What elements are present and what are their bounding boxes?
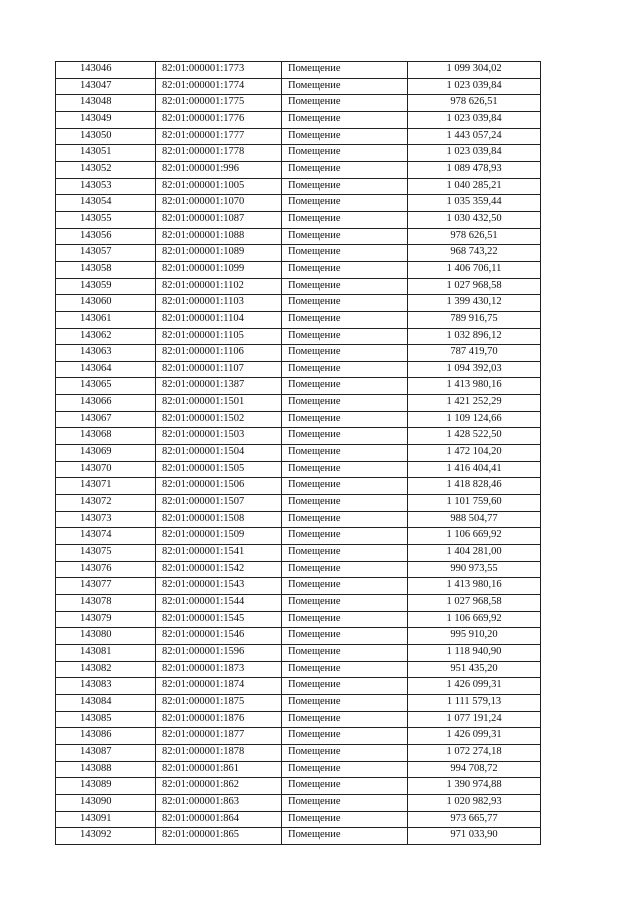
cadastral-number-cell: 82:01:000001:1087 (156, 211, 282, 228)
table-row (56, 578, 541, 595)
cadastral-value-cell: 995 910,20 (408, 628, 541, 645)
table-row (56, 195, 541, 212)
cadastral-value-cell: 1 106 669,92 (408, 611, 541, 628)
cadastral-number-cell: 82:01:000001:1777 (156, 128, 282, 145)
row-number-cell: 143061 (56, 311, 156, 328)
property-table (55, 61, 541, 845)
cadastral-value-cell: 1 404 281,00 (408, 545, 541, 562)
object-type-cell: Помещение (282, 661, 408, 678)
object-type-cell: Помещение (282, 628, 408, 645)
table-row (56, 761, 541, 778)
cadastral-value-cell: 1 077 191,24 (408, 711, 541, 728)
table-row (56, 595, 541, 612)
cadastral-number-cell: 82:01:000001:1107 (156, 361, 282, 378)
cadastral-number-cell: 82:01:000001:1544 (156, 595, 282, 612)
row-number-cell: 143060 (56, 295, 156, 312)
row-number-cell: 143062 (56, 328, 156, 345)
object-type-cell: Помещение (282, 828, 408, 845)
cadastral-number-cell: 82:01:000001:1505 (156, 461, 282, 478)
table-row (56, 545, 541, 562)
cadastral-number-cell: 82:01:000001:996 (156, 161, 282, 178)
object-type-cell: Помещение (282, 161, 408, 178)
object-type-cell: Помещение (282, 395, 408, 412)
row-number-cell: 143074 (56, 528, 156, 545)
table-row (56, 95, 541, 112)
cadastral-number-cell: 82:01:000001:1773 (156, 62, 282, 79)
row-number-cell: 143050 (56, 128, 156, 145)
cadastral-number-cell: 82:01:000001:1503 (156, 428, 282, 445)
object-type-cell: Помещение (282, 644, 408, 661)
object-type-cell: Помещение (282, 95, 408, 112)
object-type-cell: Помещение (282, 328, 408, 345)
row-number-cell: 143076 (56, 561, 156, 578)
cadastral-number-cell: 82:01:000001:1541 (156, 545, 282, 562)
row-number-cell: 143049 (56, 111, 156, 128)
row-number-cell: 143065 (56, 378, 156, 395)
table-body (56, 62, 541, 845)
cadastral-value-cell: 1 426 099,31 (408, 728, 541, 745)
cadastral-value-cell: 1 099 304,02 (408, 62, 541, 79)
cadastral-value-cell: 1 406 706,11 (408, 261, 541, 278)
object-type-cell: Помещение (282, 761, 408, 778)
row-number-cell: 143088 (56, 761, 156, 778)
cadastral-value-cell: 1 094 392,03 (408, 361, 541, 378)
row-number-cell: 143054 (56, 195, 156, 212)
object-type-cell: Помещение (282, 711, 408, 728)
table-row (56, 694, 541, 711)
table-row (56, 278, 541, 295)
row-number-cell: 143052 (56, 161, 156, 178)
cadastral-number-cell: 82:01:000001:1596 (156, 644, 282, 661)
row-number-cell: 143056 (56, 228, 156, 245)
object-type-cell: Помещение (282, 794, 408, 811)
cadastral-number-cell: 82:01:000001:1778 (156, 145, 282, 162)
object-type-cell: Помещение (282, 561, 408, 578)
row-number-cell: 143092 (56, 828, 156, 845)
table-row (56, 628, 541, 645)
cadastral-value-cell: 1 111 579,13 (408, 694, 541, 711)
object-type-cell: Помещение (282, 345, 408, 362)
cadastral-number-cell: 82:01:000001:1507 (156, 495, 282, 512)
table-row (56, 361, 541, 378)
cadastral-number-cell: 82:01:000001:1088 (156, 228, 282, 245)
row-number-cell: 143055 (56, 211, 156, 228)
object-type-cell: Помещение (282, 445, 408, 462)
cadastral-value-cell: 973 665,77 (408, 811, 541, 828)
cadastral-value-cell: 1 020 982,93 (408, 794, 541, 811)
row-number-cell: 143069 (56, 445, 156, 462)
row-number-cell: 143083 (56, 678, 156, 695)
cadastral-number-cell: 82:01:000001:1508 (156, 511, 282, 528)
object-type-cell: Помещение (282, 78, 408, 95)
object-type-cell: Помещение (282, 511, 408, 528)
object-type-cell: Помещение (282, 211, 408, 228)
table-row (56, 711, 541, 728)
row-number-cell: 143078 (56, 595, 156, 612)
table-row (56, 128, 541, 145)
table-row (56, 461, 541, 478)
cadastral-number-cell: 82:01:000001:1546 (156, 628, 282, 645)
cadastral-value-cell: 1 023 039,84 (408, 111, 541, 128)
row-number-cell: 143079 (56, 611, 156, 628)
object-type-cell: Помещение (282, 245, 408, 262)
table-row (56, 561, 541, 578)
row-number-cell: 143046 (56, 62, 156, 79)
table-row (56, 295, 541, 312)
row-number-cell: 143089 (56, 778, 156, 795)
object-type-cell: Помещение (282, 278, 408, 295)
object-type-cell: Помещение (282, 128, 408, 145)
row-number-cell: 143084 (56, 694, 156, 711)
object-type-cell: Помещение (282, 578, 408, 595)
object-type-cell: Помещение (282, 478, 408, 495)
table-row (56, 328, 541, 345)
table-row (56, 445, 541, 462)
table-row (56, 528, 541, 545)
object-type-cell: Помещение (282, 261, 408, 278)
cadastral-number-cell: 82:01:000001:1501 (156, 395, 282, 412)
table-row (56, 644, 541, 661)
row-number-cell: 143058 (56, 261, 156, 278)
row-number-cell: 143073 (56, 511, 156, 528)
cadastral-number-cell: 82:01:000001:865 (156, 828, 282, 845)
cadastral-number-cell: 82:01:000001:1545 (156, 611, 282, 628)
row-number-cell: 143064 (56, 361, 156, 378)
table-row (56, 411, 541, 428)
cadastral-value-cell: 1 032 896,12 (408, 328, 541, 345)
table-row (56, 345, 541, 362)
cadastral-value-cell: 1 023 039,84 (408, 78, 541, 95)
cadastral-number-cell: 82:01:000001:1106 (156, 345, 282, 362)
cadastral-number-cell: 82:01:000001:1387 (156, 378, 282, 395)
object-type-cell: Помещение (282, 228, 408, 245)
table-row (56, 511, 541, 528)
cadastral-value-cell: 1 027 968,58 (408, 595, 541, 612)
table-row (56, 311, 541, 328)
table-row (56, 395, 541, 412)
row-number-cell: 143077 (56, 578, 156, 595)
cadastral-value-cell: 1 035 359,44 (408, 195, 541, 212)
row-number-cell: 143067 (56, 411, 156, 428)
object-type-cell: Помещение (282, 311, 408, 328)
object-type-cell: Помещение (282, 528, 408, 545)
row-number-cell: 143051 (56, 145, 156, 162)
cadastral-value-cell: 1 072 274,18 (408, 744, 541, 761)
row-number-cell: 143086 (56, 728, 156, 745)
row-number-cell: 143085 (56, 711, 156, 728)
table-row (56, 62, 541, 79)
cadastral-value-cell: 1 040 285,21 (408, 178, 541, 195)
row-number-cell: 143072 (56, 495, 156, 512)
cadastral-value-cell: 1 101 759,60 (408, 495, 541, 512)
cadastral-value-cell: 1 413 980,16 (408, 578, 541, 595)
row-number-cell: 143087 (56, 744, 156, 761)
object-type-cell: Помещение (282, 361, 408, 378)
cadastral-value-cell: 968 743,22 (408, 245, 541, 262)
table-row (56, 428, 541, 445)
table-row (56, 678, 541, 695)
cadastral-number-cell: 82:01:000001:864 (156, 811, 282, 828)
object-type-cell: Помещение (282, 778, 408, 795)
object-type-cell: Помещение (282, 495, 408, 512)
cadastral-value-cell: 1 443 057,24 (408, 128, 541, 145)
row-number-cell: 143066 (56, 395, 156, 412)
cadastral-number-cell: 82:01:000001:1103 (156, 295, 282, 312)
table-row (56, 145, 541, 162)
row-number-cell: 143059 (56, 278, 156, 295)
cadastral-value-cell: 971 033,90 (408, 828, 541, 845)
object-type-cell: Помещение (282, 62, 408, 79)
row-number-cell: 143091 (56, 811, 156, 828)
cadastral-number-cell: 82:01:000001:1542 (156, 561, 282, 578)
row-number-cell: 143081 (56, 644, 156, 661)
table-row (56, 245, 541, 262)
object-type-cell: Помещение (282, 295, 408, 312)
cadastral-value-cell: 1 106 669,92 (408, 528, 541, 545)
table-row (56, 78, 541, 95)
cadastral-number-cell: 82:01:000001:1105 (156, 328, 282, 345)
row-number-cell: 143048 (56, 95, 156, 112)
row-number-cell: 143090 (56, 794, 156, 811)
row-number-cell: 143080 (56, 628, 156, 645)
cadastral-value-cell: 789 916,75 (408, 311, 541, 328)
table-row (56, 378, 541, 395)
cadastral-value-cell: 951 435,20 (408, 661, 541, 678)
table-row (56, 661, 541, 678)
object-type-cell: Помещение (282, 728, 408, 745)
cadastral-value-cell: 978 626,51 (408, 228, 541, 245)
cadastral-number-cell: 82:01:000001:1875 (156, 694, 282, 711)
cadastral-value-cell: 1 472 104,20 (408, 445, 541, 462)
cadastral-value-cell: 1 109 124,66 (408, 411, 541, 428)
cadastral-value-cell: 1 413 980,16 (408, 378, 541, 395)
table-row (56, 178, 541, 195)
cadastral-value-cell: 1 027 968,58 (408, 278, 541, 295)
object-type-cell: Помещение (282, 694, 408, 711)
object-type-cell: Помещение (282, 811, 408, 828)
cadastral-number-cell: 82:01:000001:863 (156, 794, 282, 811)
object-type-cell: Помещение (282, 111, 408, 128)
cadastral-number-cell: 82:01:000001:1874 (156, 678, 282, 695)
cadastral-number-cell: 82:01:000001:1776 (156, 111, 282, 128)
table-row (56, 211, 541, 228)
row-number-cell: 143068 (56, 428, 156, 445)
object-type-cell: Помещение (282, 195, 408, 212)
table-row (56, 744, 541, 761)
cadastral-number-cell: 82:01:000001:1774 (156, 78, 282, 95)
cadastral-value-cell: 978 626,51 (408, 95, 541, 112)
object-type-cell: Помещение (282, 611, 408, 628)
row-number-cell: 143057 (56, 245, 156, 262)
cadastral-value-cell: 1 390 974,88 (408, 778, 541, 795)
row-number-cell: 143070 (56, 461, 156, 478)
table-row (56, 261, 541, 278)
cadastral-value-cell: 1 416 404,41 (408, 461, 541, 478)
cadastral-value-cell: 1 030 432,50 (408, 211, 541, 228)
table-row (56, 794, 541, 811)
cadastral-number-cell: 82:01:000001:1502 (156, 411, 282, 428)
object-type-cell: Помещение (282, 411, 408, 428)
cadastral-number-cell: 82:01:000001:1775 (156, 95, 282, 112)
cadastral-number-cell: 82:01:000001:1104 (156, 311, 282, 328)
cadastral-number-cell: 82:01:000001:1877 (156, 728, 282, 745)
table-row (56, 778, 541, 795)
table-row (56, 495, 541, 512)
cadastral-value-cell: 1 118 940,90 (408, 644, 541, 661)
object-type-cell: Помещение (282, 461, 408, 478)
cadastral-value-cell: 1 421 252,29 (408, 395, 541, 412)
row-number-cell: 143063 (56, 345, 156, 362)
object-type-cell: Помещение (282, 428, 408, 445)
object-type-cell: Помещение (282, 545, 408, 562)
cadastral-number-cell: 82:01:000001:1509 (156, 528, 282, 545)
cadastral-number-cell: 82:01:000001:1543 (156, 578, 282, 595)
cadastral-number-cell: 82:01:000001:1506 (156, 478, 282, 495)
cadastral-number-cell: 82:01:000001:1873 (156, 661, 282, 678)
cadastral-value-cell: 1 089 478,93 (408, 161, 541, 178)
object-type-cell: Помещение (282, 145, 408, 162)
object-type-cell: Помещение (282, 595, 408, 612)
row-number-cell: 143082 (56, 661, 156, 678)
cadastral-number-cell: 82:01:000001:1005 (156, 178, 282, 195)
cadastral-number-cell: 82:01:000001:1099 (156, 261, 282, 278)
cadastral-number-cell: 82:01:000001:1070 (156, 195, 282, 212)
object-type-cell: Помещение (282, 678, 408, 695)
table-row (56, 228, 541, 245)
cadastral-value-cell: 1 399 430,12 (408, 295, 541, 312)
cadastral-value-cell: 787 419,70 (408, 345, 541, 362)
cadastral-number-cell: 82:01:000001:861 (156, 761, 282, 778)
cadastral-number-cell: 82:01:000001:1089 (156, 245, 282, 262)
row-number-cell: 143053 (56, 178, 156, 195)
cadastral-number-cell: 82:01:000001:1876 (156, 711, 282, 728)
table-row (56, 728, 541, 745)
row-number-cell: 143075 (56, 545, 156, 562)
table-row (56, 111, 541, 128)
cadastral-number-cell: 82:01:000001:862 (156, 778, 282, 795)
cadastral-value-cell: 990 973,55 (408, 561, 541, 578)
table-row (56, 811, 541, 828)
cadastral-value-cell: 994 708,72 (408, 761, 541, 778)
row-number-cell: 143071 (56, 478, 156, 495)
object-type-cell: Помещение (282, 744, 408, 761)
table-row (56, 828, 541, 845)
cadastral-number-cell: 82:01:000001:1878 (156, 744, 282, 761)
cadastral-value-cell: 1 426 099,31 (408, 678, 541, 695)
row-number-cell: 143047 (56, 78, 156, 95)
cadastral-value-cell: 988 504,77 (408, 511, 541, 528)
cadastral-number-cell: 82:01:000001:1102 (156, 278, 282, 295)
table-row (56, 161, 541, 178)
table-row (56, 478, 541, 495)
cadastral-value-cell: 1 023 039,84 (408, 145, 541, 162)
object-type-cell: Помещение (282, 178, 408, 195)
object-type-cell: Помещение (282, 378, 408, 395)
cadastral-number-cell: 82:01:000001:1504 (156, 445, 282, 462)
cadastral-value-cell: 1 428 522,50 (408, 428, 541, 445)
table-row (56, 611, 541, 628)
cadastral-value-cell: 1 418 828,46 (408, 478, 541, 495)
